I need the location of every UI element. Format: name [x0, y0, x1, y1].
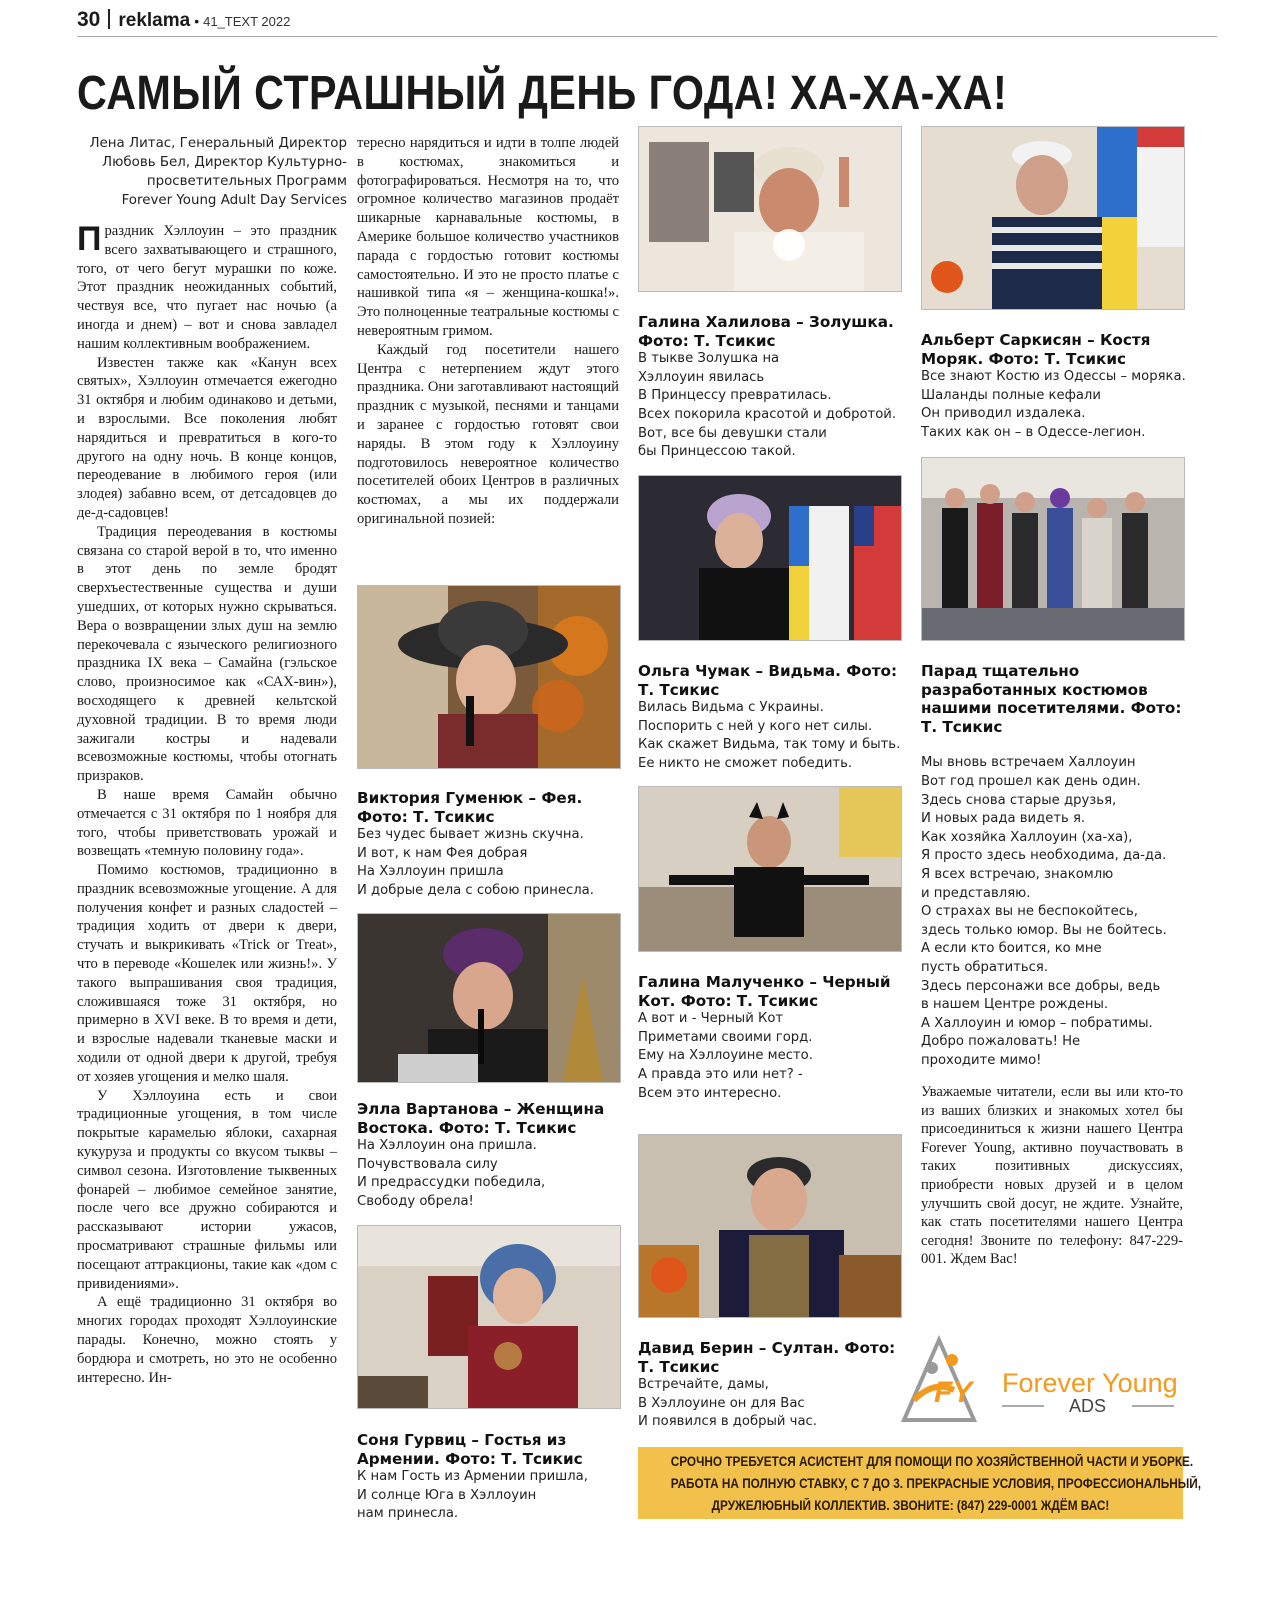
- logo-sub: ADS: [1069, 1396, 1107, 1416]
- caption-title: Давид Берин – Султан. Фото: Т. Тсикис: [638, 1339, 896, 1376]
- poem-line: И солнце Юга в Хэллоуин: [357, 1487, 537, 1503]
- article-column-2: [357, 134, 619, 529]
- paragraph: Традиция переодевания в костюмы связана со старой верой в то, что именно в этот день по земле бродят сверхъестественные существа и души ушедших, от которых нужно скрываться. Вера о возвращении злых душ на землю перекочевала с языческого религиозного праздника IX века – Самайна (гэльское слово, произносимое как «САХ-вин»), восходящего к древней кельтской духовной традиции. В то время люди зажигали костры и надевали всевозможные костюмы, чтобы отогнать призраков.: [77, 523, 337, 785]
- poem-line: К нам Гость из Армении пришла,: [357, 1469, 588, 1485]
- section-name: reklama: [118, 10, 191, 31]
- photo-sarkisyan: [921, 126, 1185, 310]
- poem-line: А правда это или нет? -: [638, 1066, 803, 1082]
- poem-line: Встречайте, дамы,: [638, 1377, 769, 1393]
- article-headline: САМЫЙ СТРАШНЫЙ ДЕНЬ ГОДА! ХА-ХА-ХА!: [77, 67, 1008, 120]
- poem-line: нам принесла.: [357, 1506, 459, 1522]
- caption-title: Элла Вартанова – Женщина Востока. Фото: Т. Тсикис: [357, 1100, 605, 1137]
- drop-cap: П: [77, 220, 102, 258]
- paragraph: тересно нарядиться и идти в толпе людей в костюмах, знакомиться и фотографироваться. Несмотря на то, что огромное количество магазинов продаёт шикарные карнавальные костюмы, в Америке большое количество участников парада с гордостью готовит костюмы самостоятельно. И это не просто платье с нашивкой типа «я – женщина-кошка!». Это полноценные театральные костюмы с невероятным гримом.: [357, 135, 619, 339]
- logo-mark-icon: [894, 1330, 1184, 1430]
- article-column-1: [77, 222, 337, 1522]
- poem-line: Приметами своими горд.: [638, 1029, 813, 1045]
- poem-line: Без чудес бывает жизнь скучна.: [357, 827, 584, 843]
- caption-chumak: [638, 662, 900, 774]
- poem-line: Всем это интересно.: [638, 1085, 782, 1101]
- poem-line: И предрассудки победила,: [357, 1175, 546, 1191]
- caption-title: Парад тщательно разработанных костюмов нашими посетителями. Фото: Т. Тсикис: [921, 662, 1182, 736]
- poem-line: В Принцессу превратилась.: [638, 388, 832, 404]
- poem-line: В Хэллоуине он для Вас: [638, 1395, 805, 1411]
- poem-line: И новых рада видеть я.: [921, 811, 1086, 827]
- poem-line: И вот, к нам Фея добрая: [357, 845, 528, 861]
- caption-gumenuk: [357, 789, 619, 901]
- poem-line: И появился в добрый час.: [638, 1414, 817, 1430]
- byline: [77, 134, 347, 210]
- bullet: •: [194, 13, 200, 29]
- poem-line: Свободу обрела!: [357, 1193, 474, 1209]
- poem-line: здесь только юмор. Вы не бойтесь.: [921, 922, 1167, 938]
- poem-line: Я просто здесь необходима, да-да.: [921, 848, 1167, 864]
- poem-line: Я всех встречаю, знакомлю: [921, 866, 1114, 882]
- byline-line: Любовь Бел, Директор Культурно-: [102, 155, 347, 170]
- closing-appeal: Уважаемые читатели, если вы или кто-то из ваших близких и знакомых хотел бы присоединиться к жизни нашего Центра Forever Young, активно поучаствовать в таких позитивных дискуссиях, приобрести новых друзей и в целом улучшить свой досуг, не ждите. Узнайте, как стать посетителями нашего Центра сегодня! Звоните по телефону: 847-229-001. Ждем Вас!: [921, 1084, 1183, 1268]
- poem-line: А вот и - Черный Кот: [638, 1011, 784, 1027]
- poem-line: На Хэллоуин пришла: [357, 864, 504, 880]
- paragraph: Праздник Хэллоуин – это праздник всего захватывающего и страшного, того, от чего бегут мурашки по коже. Этот праздник неожиданных событий, чествуя все, что пугает нас ночью (а иногда и днем) – вот и снова завладел нашим коллективным воображением.: [77, 220, 337, 352]
- page-number: 30: [77, 8, 101, 31]
- poem-line: Все знают Костю из Одессы – моряка.: [921, 369, 1186, 385]
- photo-maluchenko: [638, 786, 902, 952]
- photo-halilova: [638, 126, 902, 292]
- banner-line: СРОЧНО ТРЕБУЕТСЯ АСИСТЕНТ ДЛЯ ПОМОЩИ ПО ХОЗЯЙСТВЕННОЙ ЧАСТИ И УБОРКЕ.: [670, 1454, 1194, 1469]
- poem-line: Как скажет Видьма, так тому и быть.: [638, 737, 901, 753]
- caption-gurvic: [357, 1431, 619, 1524]
- paragraph: В наше время Самайн обычно отмечается с 31 октября по 1 ноября для того, чтобы приветствовать урожай и возвещать «темную половину года».: [77, 786, 337, 860]
- issue-label: 41_TEXT 2022: [203, 14, 291, 29]
- poem-line: На Хэллоуин она пришла.: [357, 1138, 537, 1154]
- header-rule: [77, 36, 1217, 37]
- poem-line: Вот год прошел как день один.: [921, 773, 1141, 789]
- photo-parade: [921, 457, 1185, 641]
- poem-line: И добрые дела с собою принесла.: [357, 882, 594, 898]
- poem-line: Здесь персонажи все добры, ведь: [921, 978, 1161, 994]
- caption-poem: [638, 1010, 900, 1103]
- photo-chumak: [638, 475, 902, 641]
- poem-line: Таких как он – в Одессе-легион.: [921, 424, 1146, 440]
- poem-line: и представляю.: [921, 885, 1031, 901]
- byline-line: Лена Литас, Генеральный Директор: [89, 136, 347, 151]
- poem-line: Поспорить с ней у кого нет силы.: [638, 718, 873, 734]
- caption-title: Соня Гурвиц – Гостья из Армении. Фото: Т. Тсикис: [357, 1431, 583, 1468]
- poem-line: Ее никто не сможет победить.: [638, 755, 853, 771]
- caption-poem: [357, 1137, 627, 1211]
- banner-line: ДРУЖЕЛЮБНЫЙ КОЛЛЕКТИВ. ЗВОНИТЕ: (847) 229-0001 ЖДЁМ ВАС!: [711, 1498, 1110, 1513]
- caption-poem: [638, 1376, 900, 1432]
- forever-young-logo: [894, 1330, 1184, 1430]
- caption-vartanova: [357, 1100, 627, 1212]
- caption-berin: [638, 1339, 900, 1432]
- poem-line: проходите мимо!: [921, 1052, 1042, 1068]
- poem-line: Мы вновь встречаем Халлоуин: [921, 755, 1136, 771]
- poem-line: Вот, все бы девушки стали: [638, 425, 827, 441]
- caption-parade: [921, 662, 1183, 1070]
- photo-berin: [638, 1134, 902, 1318]
- paragraph: А ещё традиционно 31 октября во многих городах проходят Хэллоуинские парады. Конечно, можно стоять у бордюра и смотреть, но это не особенно интересно. Ин-: [77, 1294, 337, 1386]
- poem-line: Как хозяйка Халлоуин (ха-ха),: [921, 829, 1133, 845]
- photo-vartanova: [357, 913, 621, 1083]
- photo-gurvic: [357, 1225, 621, 1409]
- poem-line: пусть обратиться.: [921, 959, 1049, 975]
- logo-monogram: FY: [934, 1376, 973, 1409]
- paragraph: Известен также как «Канун всех святых», Хэллоуин отмечается ежегодно 31 октября и любим одинаково и детьми, и взрослыми. Все поколения любят нарядиться и превратиться в кого-то другого на одну ночь. В конце концов, переодевание в любимого героя (или злодея) забавно всем, от детсадовцев до де-д-садовцев!: [77, 354, 337, 521]
- caption-title: Галина Малученко – Черный Кот. Фото: Т. Тсикис: [638, 973, 891, 1010]
- caption-poem: [638, 350, 900, 462]
- caption-title: Галина Халилова – Золушка. Фото: Т. Тсикис: [638, 313, 894, 350]
- caption-title: Ольга Чумак – Видьма. Фото: Т. Тсикис: [638, 662, 898, 699]
- poem-line: А если кто боится, ко мне: [921, 941, 1102, 957]
- poem-line: Он приводил издалека.: [921, 406, 1086, 422]
- poem-line: Добро пожаловать! Не: [921, 1034, 1081, 1050]
- poem-line: О страхах вы не беспокойтесь,: [921, 904, 1138, 920]
- caption-poem: [921, 368, 1186, 442]
- poem-line: Шаланды полные кефали: [921, 387, 1101, 403]
- caption-title: Виктория Гуменюк – Фея. Фото: Т. Тсикис: [357, 789, 583, 826]
- caption-sarkisyan: [921, 331, 1186, 443]
- caption-poem: [357, 1468, 619, 1524]
- poem-line: Вилась Видьма с Украины.: [638, 700, 824, 716]
- banner-line: РАБОТА НА ПОЛНУЮ СТАВКУ, С 7 ДО 3. ПРЕКРАСНЫЕ УСЛОВИЯ, ПРОФЕССИОНАЛЬНЫЙ,: [670, 1476, 1202, 1491]
- header-divider: [108, 9, 110, 29]
- poem-line: Хэллоуин явилась: [638, 369, 765, 385]
- caption-maluchenko: [638, 973, 900, 1103]
- poem-line: В тыкве Золушка на: [638, 351, 780, 367]
- paragraph: Помимо костюмов, традиционно в праздник всевозможные угощение. А для получения конфет и разных сладостей – традиция ходить от двери к двери, стучать и выкрикивать «Trick or Treat», что в переводе «Кошелек или жизнь!». У такого выпрашивания своя традиция, сложившаяся тоже 31 октября, но примерно в XVI веке. В то время и дети, и взрослые надевали тканевые маски и ходили от одной двери к другой, требуя от хозяев угощения и мелко шаля.: [77, 862, 337, 1085]
- caption-title: Альберт Саркисян – Костя Моряк. Фото: Т. Тсикис: [921, 331, 1151, 368]
- caption-halilova: [638, 313, 900, 462]
- poem-line: Почувствовала силу: [357, 1156, 498, 1172]
- poem-line: А Халлоуин и юмор – побратимы.: [921, 1015, 1153, 1031]
- paragraph: Каждый год посетители нашего Центра с нетерпением ждут этого праздника. Они заготавливают настоящий праздник с музыкой, песнями и танцами и заранее с гордостью готовят свои наряды. В этом году к Хэллоуину подготовилось невероятное количество посетителей обоих Центров в различных костюмах, а мы их поддержали оригинальной позией:: [357, 341, 619, 527]
- poem-line: Здесь снова старые друзья,: [921, 792, 1117, 808]
- caption-poem: [921, 754, 1183, 1070]
- poem-line: Ему на Хэллоуине место.: [638, 1048, 813, 1064]
- poem-line: в нашем Центре рождены.: [921, 997, 1109, 1013]
- caption-poem: [638, 699, 900, 773]
- paragraph: У Хэллоуина есть и свои традиционные угощения, в том числе покрытые карамелью яблоки, сахарная кукуруза и продукты со вкусом тыквы – символ сезона. Изготовление тыквенных фонарей – любимое семейное занятие, после чего все дружно собираются и рассказывают истории ужасов, просматривают страшные фильмы или посещают аттракционы, такие как «дом с привидениями».: [77, 1087, 337, 1292]
- byline-line: Forever Young Adult Day Services: [121, 193, 347, 208]
- photo-gumenuk: [357, 585, 621, 769]
- job-ad-banner: [638, 1447, 1202, 1519]
- poem-line: Всех покорила красотой и добротой.: [638, 406, 897, 422]
- byline-line: просветительных Программ: [146, 174, 347, 189]
- logo-name: Forever Young: [1002, 1368, 1178, 1398]
- poem-line: бы Принцессою такой.: [638, 444, 796, 460]
- caption-poem: [357, 826, 619, 900]
- page-header: [77, 8, 1217, 38]
